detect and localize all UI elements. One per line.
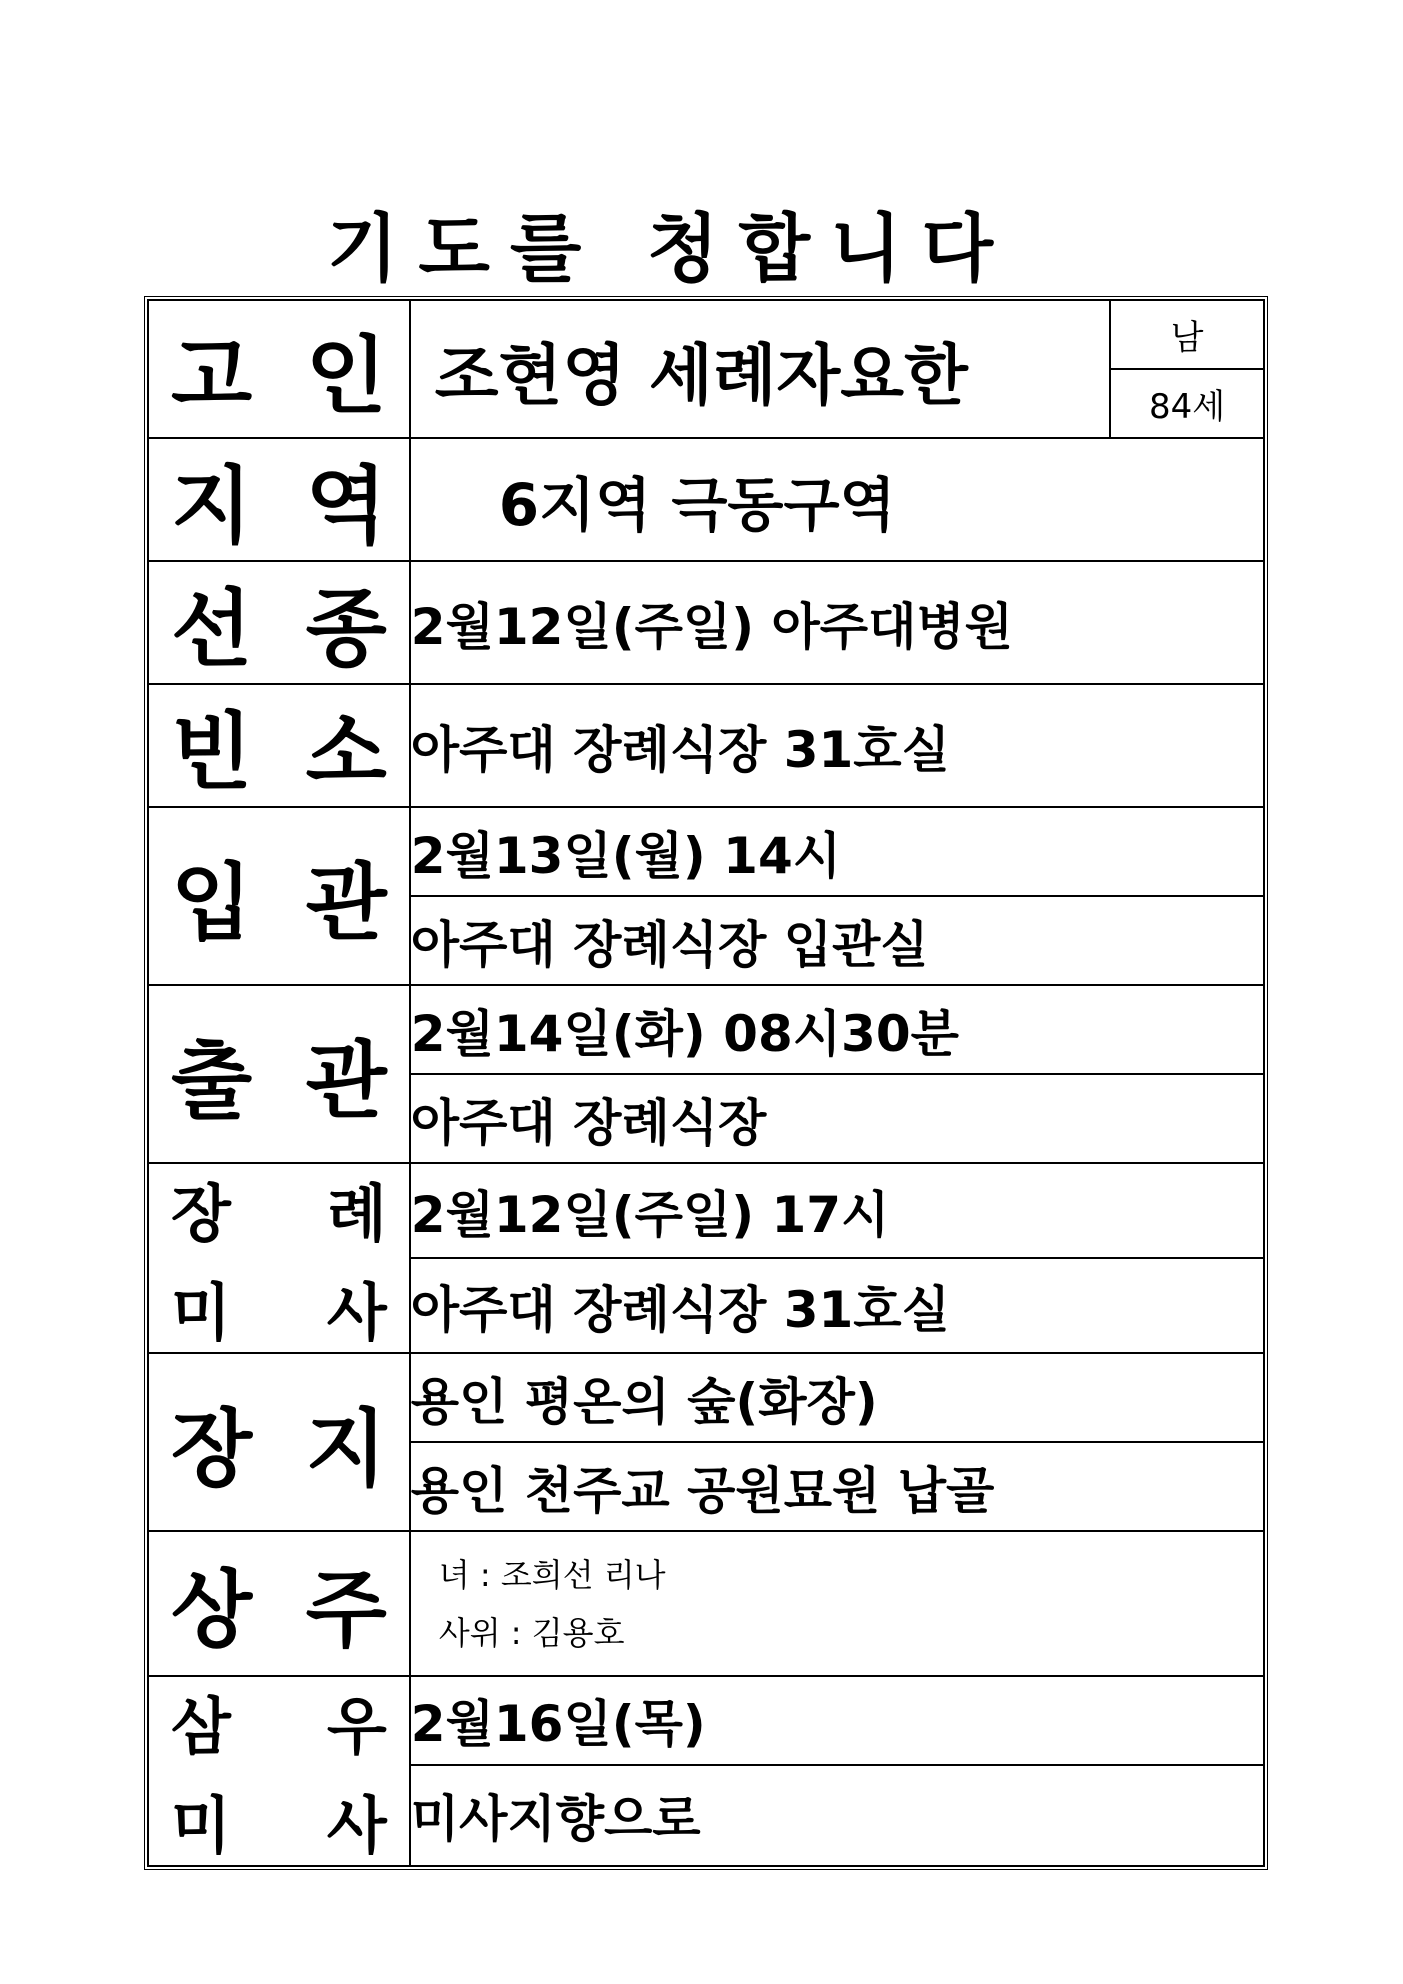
page-title: 기도를 청합니다 xyxy=(326,206,1014,292)
death-value: 2월12일(주일) 아주대병원 xyxy=(410,561,1264,684)
region-value: 6지역 극동구역 xyxy=(410,438,1264,561)
label-deceased: 고 인 xyxy=(148,300,410,438)
funeral-mass-time: 2월12일(주일) 17시 xyxy=(410,1163,1264,1258)
label-burial: 장 지 xyxy=(148,1353,410,1531)
mortuary-value: 아주대 장례식장 31호실 xyxy=(410,684,1264,807)
mourner-son-in-law: 사위 : 김용호 xyxy=(438,1613,625,1652)
obituary-table xyxy=(144,296,1268,1870)
label-funeral-mass: 장 례 미 사 xyxy=(148,1163,410,1353)
row-chief-mourner xyxy=(148,1531,1264,1676)
label-region: 지 역 xyxy=(148,438,410,561)
departure-time: 2월14일(화) 08시30분 xyxy=(410,985,1264,1074)
mourner-daughter: 녀 : 조희선 리나 xyxy=(438,1555,666,1594)
row-deceased xyxy=(148,300,1264,369)
row-funeral-mass xyxy=(148,1163,1264,1258)
label-third-day-mass: 삼 우 미 사 xyxy=(148,1676,410,1866)
deceased-name: 조현영 세례자요한 xyxy=(410,300,1110,438)
row-departure xyxy=(148,985,1264,1074)
funeral-mass-place: 아주대 장례식장 31호실 xyxy=(410,1258,1264,1353)
third-day-mass-date: 2월16일(목) xyxy=(410,1676,1264,1765)
deceased-age: 84세 xyxy=(1110,369,1264,438)
label-encoffining: 입 관 xyxy=(148,807,410,985)
encoffining-place: 아주대 장례식장 입관실 xyxy=(410,896,1264,985)
departure-place: 아주대 장례식장 xyxy=(410,1074,1264,1163)
row-mortuary xyxy=(148,684,1264,807)
label-death: 선 종 xyxy=(148,561,410,684)
burial-interment: 용인 천주교 공원묘원 납골 xyxy=(410,1442,1264,1531)
label-chief-mourner: 상 주 xyxy=(148,1531,410,1676)
row-death xyxy=(148,561,1264,684)
label-mortuary: 빈 소 xyxy=(148,684,410,807)
third-day-mass-note: 미사지향으로 xyxy=(410,1765,1264,1866)
chief-mourner-list xyxy=(410,1531,1264,1676)
row-encoffining xyxy=(148,807,1264,896)
row-third-day-mass xyxy=(148,1676,1264,1765)
row-burial xyxy=(148,1353,1264,1442)
burial-cremation: 용인 평온의 숲(화장) xyxy=(410,1353,1264,1442)
deceased-gender: 남 xyxy=(1110,300,1264,369)
encoffining-time: 2월13일(월) 14시 xyxy=(410,807,1264,896)
label-departure: 출 관 xyxy=(148,985,410,1163)
row-region xyxy=(148,438,1264,561)
